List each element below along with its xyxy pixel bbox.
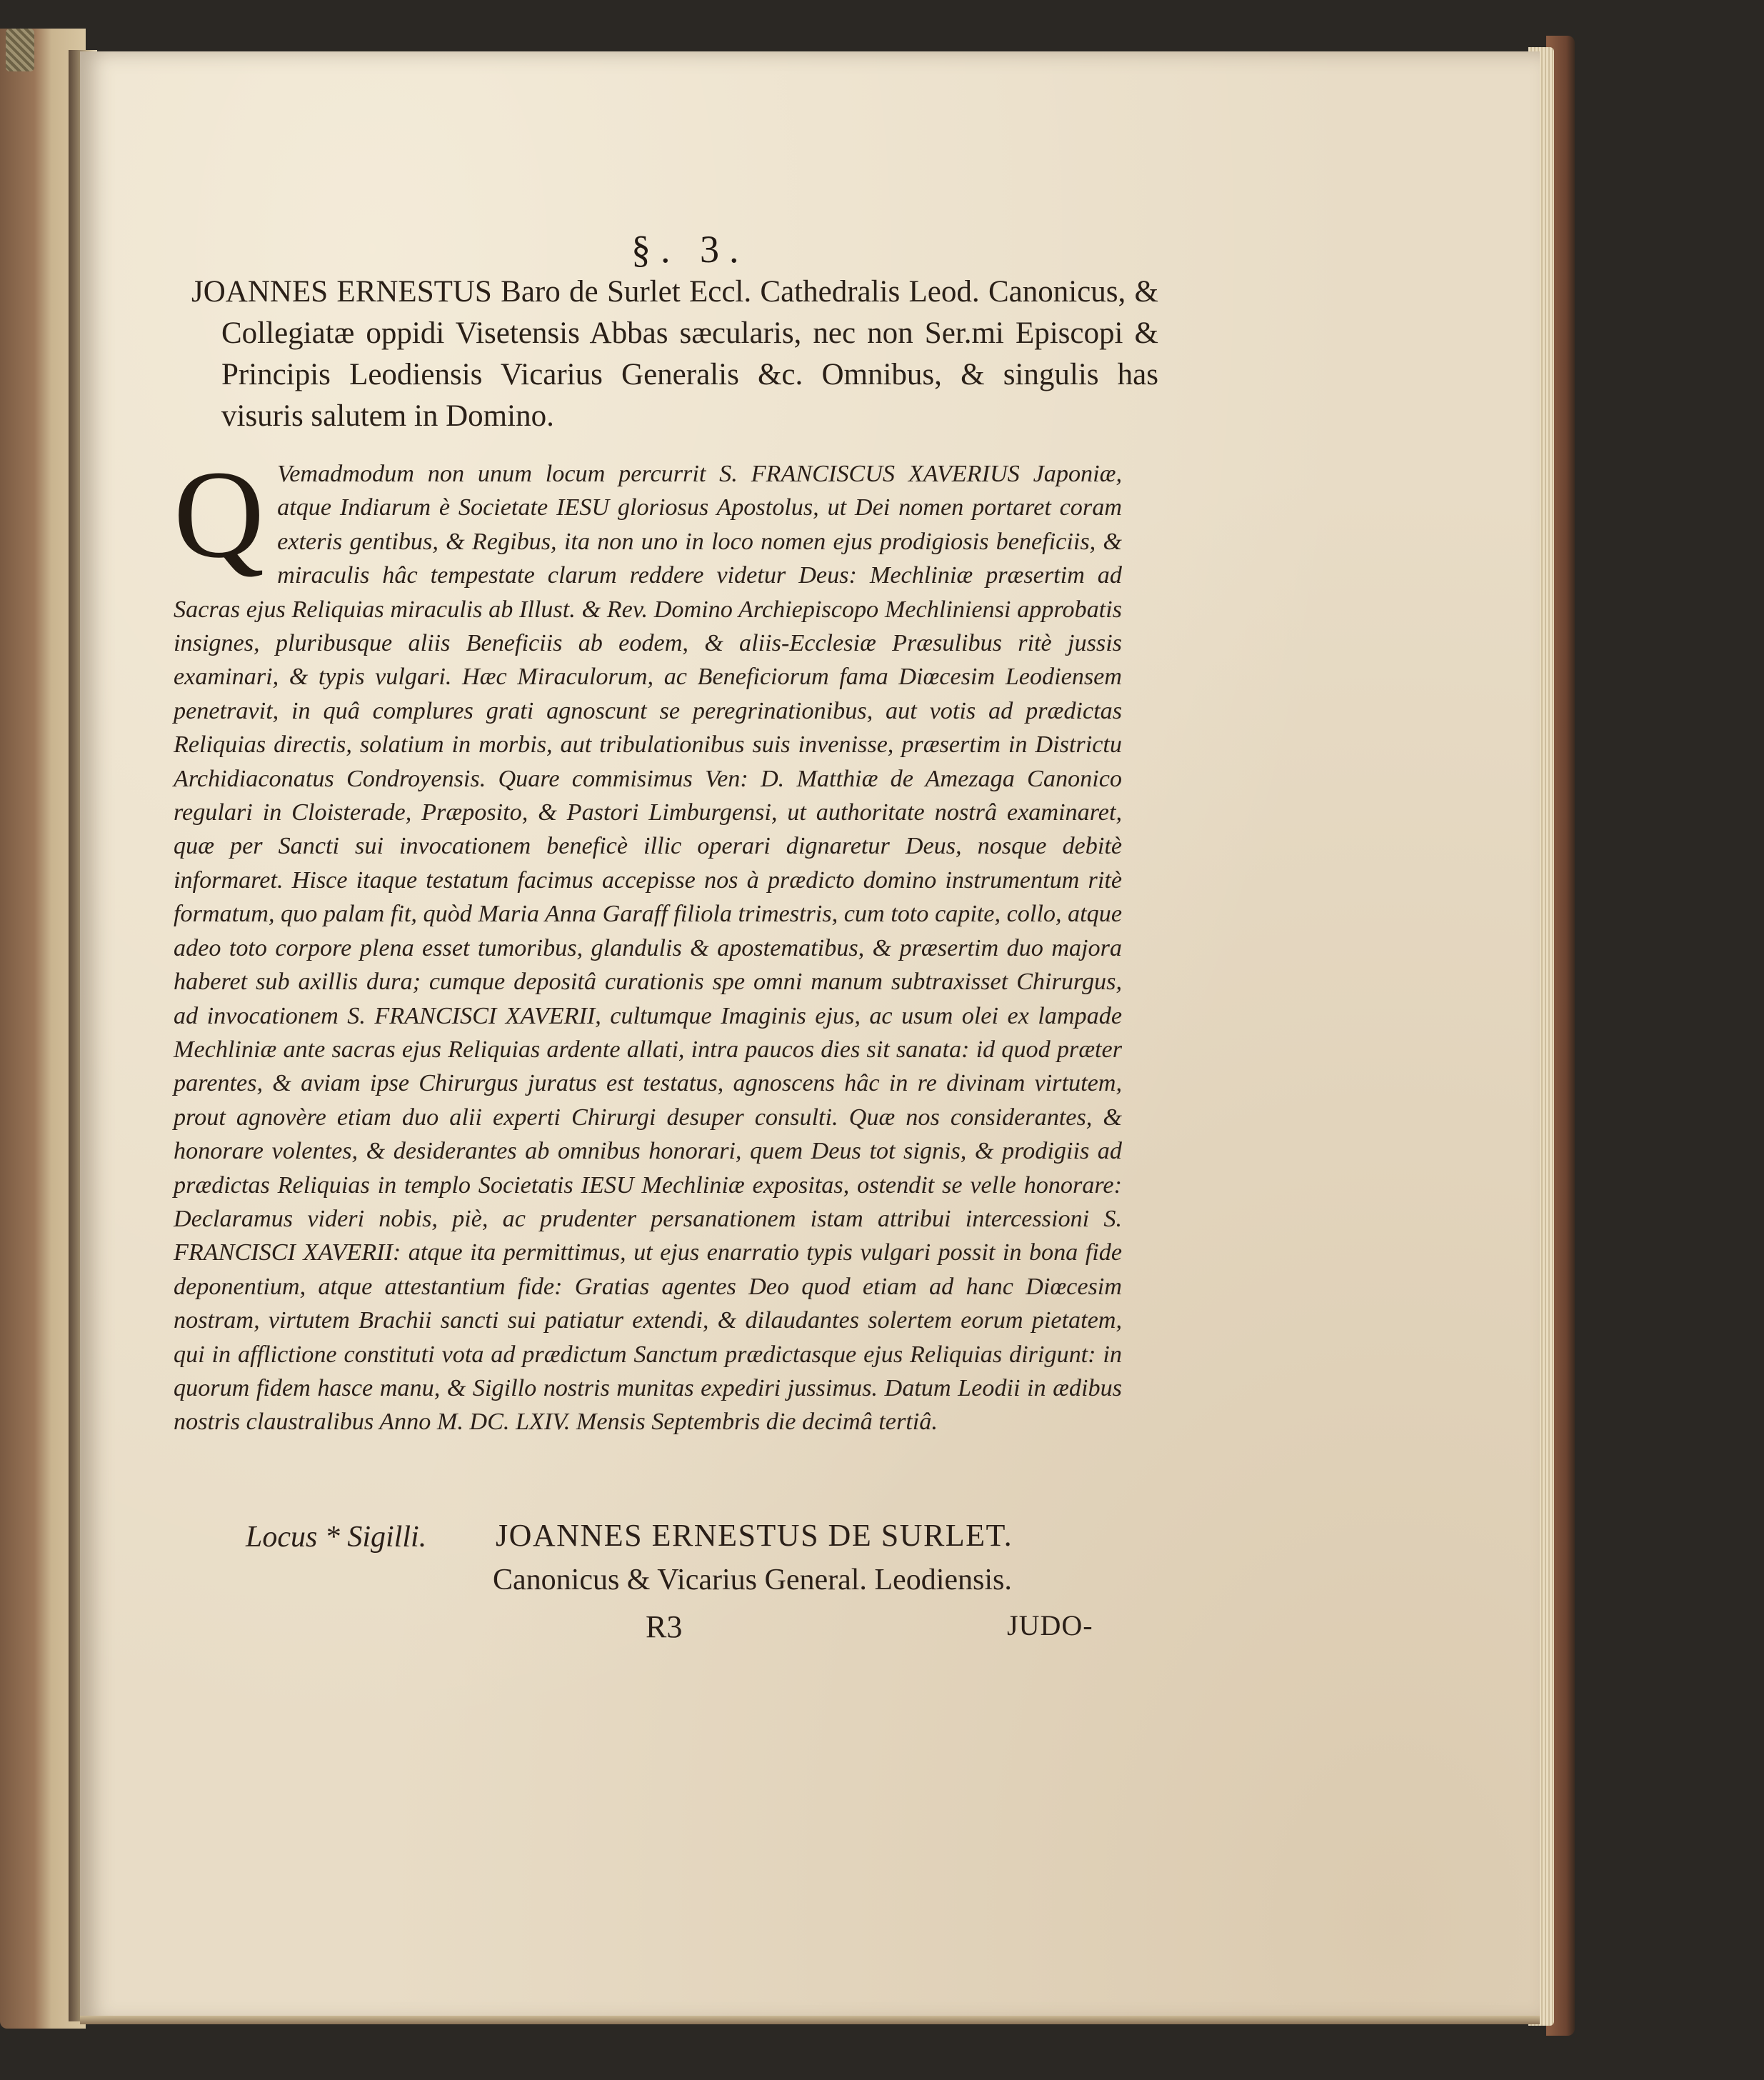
catchword: JUDO- — [1007, 1609, 1093, 1641]
section-number: §. 3. — [631, 228, 749, 271]
page-bottom-edge — [80, 2016, 1540, 2024]
document-heading: JOANNES ERNESTUS Baro de Surlet Eccl. Cathedralis Leod. Canonicus, & Collegiatæ oppidi Visetensis Abbas sæcularis, nec non Ser.mi Episcopi & Principis Leodiensis Vicarius Generalis &c. Omnibus, & singulis has visuris salutem in Domino. — [191, 275, 1158, 433]
signatory-title: Canonicus & Vicarius General. Leodiensis. — [493, 1564, 1012, 1596]
drop-capital: Q — [174, 445, 265, 584]
binding-thread — [6, 29, 34, 71]
seal-placeholder: Locus * Sigilli. — [246, 1521, 427, 1554]
body-text-block — [174, 445, 1122, 1439]
body-paragraph: Vemadmodum non unum locum percurrit S. FRANCISCUS XAVERIUS Japoniæ, atque Indiarum è Societate IESU gloriosus Apostolus, ut Dei nomen portaret coram exteris gentibus, & Regibus, ita non uno in loco nomen ejus prodigiosis beneficiis, & miraculis hâc tempestate clarum reddere videtur Deus: Mechliniæ præsertim ad Sacras ejus Reliquias miraculis ab Illust. & Rev. Domino Archiepiscopo Mechliniensi approbatis insignes, pluribusque aliis Beneficiis ab eodem, & aliis-Ecclesiæ Præsulibus ritè jussis examinari, & typis vulgari. Hæc Miraculorum, ac Beneficiorum fama Diœcesim Leodiensem penetravit, in quâ complures grati agnoscunt se peregrinationibus, aut votis ad prædictas Reliquias directis, solatium in morbis, aut tribulationibus suis invenisse, præsertim in Districtu Archidiaconatus Condroyensis. Quare commisimus Ven: D. Matthiæ de Amezaga Canonico regulari in Cloisterade, Præposito, & Pastori Limburgensi, ut authoritate nostrâ examinaret, quæ per Sancti sui invocationem beneficè illic operari dignaretur Deus, nosque debitè informaret. Hisce itaque testatum facimus accepisse nos à prædicto domino instrumentum ritè formatum, quo palam fit, quòd Maria Anna Garaff filiola trimestris, cum toto capite, collo, atque adeo toto corpore plena esset tumoribus, glandulis & apostematibus, & præsertim duo majora haberet sub axillis dura; cumque depositâ curationis spe omni manum subtraxisset Chirurgus, ad invocationem S. FRANCISCI XAVERII, cultumque Imaginis ejus, ac usum olei ex lampade Mechliniæ ante sacras ejus Reliquias ardente allati, intra paucos dies sit sanata: id quod præter parentes, & aviam ipse Chirurgus juratus est testatus, agnoscens hâc in re divinam virtutem, prout agnovère etiam duo alii experti Chirurgi desuper consulti. Quæ nos considerantes, & honorare volentes, & desiderantes ab omnibus honorari, quem Deus tot signis, & prodigiis ad prædictas Reliquias in templo Societatis IESU Mechliniæ expositas, ostendit se velle honorare: Declaramus videri nobis, piè, ac prudenter persanationem istam attribui intercessioni S. FRANCISCI XAVERII: atque ita permittimus, ut ejus enarratio typis vulgari possit in bona fide deponentium, atque attestantium fide: Gratias agentes Deo quod etiam ad hanc Diœcesim nostram, virtutem Brachii sancti sui patiatur extendi, & dilaudantes solertem eorum pietatem, qui in afflictione constituti vota ad prædictum Sanctum prædictasque ejus Reliquias dirigunt: in quorum fidem hasce manu, & Sigillo nostris munitas expediri jussimus. Datum Leodii in ædibus nostris claustralibus Anno M. DC. LXIV. Mensis Septembris die decimâ tertiâ. — [174, 461, 1122, 1436]
signature-mark: R3 — [646, 1609, 683, 1644]
signatory-name: JOANNES ERNESTUS DE SURLET. — [496, 1518, 1013, 1553]
